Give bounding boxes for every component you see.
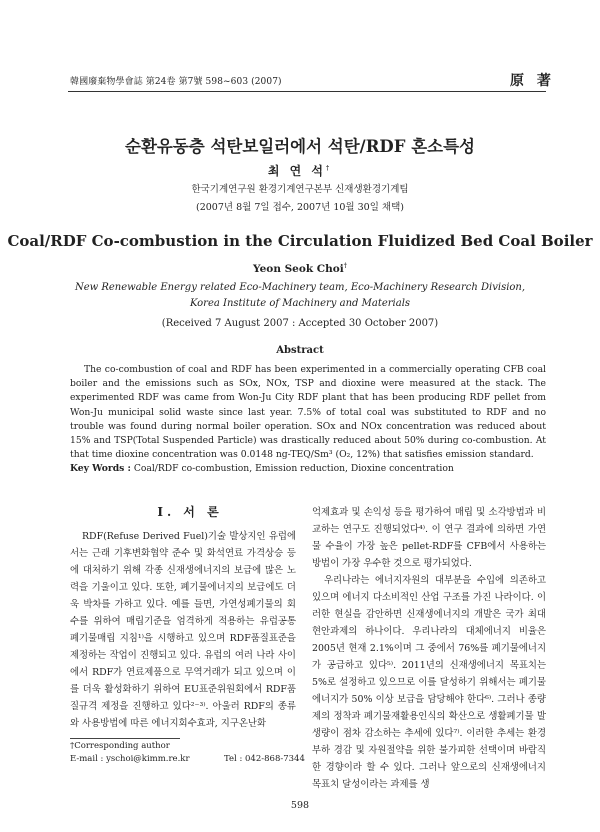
english-author-mark: † [343,262,347,270]
abstract-heading: Abstract [276,345,324,356]
header-divider [68,91,546,92]
journal-header: 韓國廢棄物學會誌 第24卷 第7號 598~603 (2007) [70,77,282,87]
footnote-corresponding: †Corresponding author [70,741,170,751]
body-right-column [312,504,546,793]
korean-author-name: 최 연 석 [267,164,326,178]
article-type-label: 原 著 [510,73,555,89]
footnote-telephone: Tel : 042-868-7344 [224,754,305,764]
body-paragraph: 우리나라는 에너지자원의 대부분을 수입에 의존하고 있으며 에너지 다소비적인 산업 구조를 가진 나라이다. 이러한 현실을 감안하면 신재생에너지의 개발은 국가 최대 현안과제의 하나이다. 우리나라의 대체에너지 비율은 2005년 현재 2.1%이며 그 중에서 76%를 폐기물에너지가 공급하고 있다⁵⁾. 2011년의 신재생에너지 목표치는 5%로 설정하고 있으므로 이를 달성하기 위해서는 폐기물에너지가 50% 이상 보급을 담당해야 한다⁶⁾. 그러나 종량제의 정착과 폐기물재활용인식의 확산으로 생활폐기물 발생량이 점차 감소하는 추세에 있다⁷⁾. 이러한 추세는 환경부하 경감 및 자원절약을 위한 불가피한 선택이며 바람직한 경향이라 할 수 있다. 그러나 앞으로의 신재생에너지 목표치 달성이라는 과제를 생 [312,575,546,790]
english-affiliation-line2: Korea Institute of Machinery and Materials [189,298,411,309]
english-dates: (Received 7 August 2007 : Accepted 30 October 2007) [161,318,439,329]
korean-author-mark: † [326,165,333,172]
body-paragraph: RDF(Refuse Derived Fuel)기술 발상지인 유럽에서는 근래 기후변화협약 준수 및 화석연료 가격상승 등에 대처하기 위해 각종 신재생에너지의 보급에 많은 노력을 기울이고 있다. 또한, 폐기물에너지의 보급에도 더욱 박차를 가하고 있다. 예를 들면, 가연성폐기물의 회수를 위하여 매립기준을 엄격하게 적용하는 유럽공통 폐기물매립 지침¹⁾을 시행하고 있으며 RDF품질표준을 제정하는 작업이 진행되고 있다. 유럽의 여러 나라 사이에서 RDF가 연료제품으로 무역거래가 되고 있으며 이를 더욱 활성화하기 위하여 EU표준위원회에서 RDF품질규격 제정을 진행하고 있다²⁻³⁾. 아울러 RDF의 종류와 사용방법에 따른 에너지회수효과, 지구온난화 [70,531,296,729]
english-author [0,263,600,275]
footnote-email: E-mail : yschoi@kimm.re.kr [70,754,190,764]
korean-dates: (2007년 8월 7일 접수, 2007년 10월 30일 채택) [196,202,404,213]
abstract-text: The co-combustion of coal and RDF has been experimented in a commercially operating CFB coal boiler and the emissions such as SOx, NOx, TSP and dioxine were measured at the stack. The experimented RDF was came from Won-Ju City RDF plant that has been producing RDF pellet from Won-Ju municipal solid waste since last year. 7.5% of total coal was substituted to RDF and no trouble was found during normal boiler operation. SOx and NOx concentration was reduced about 15% and TSP(Total Suspended Particle) was drastically reduced about 50% during co-combustion. At that time dioxine concentration was 0.0148 ng-TEQ/Sm³ (O₂, 12%) that satisfies emission standard. [70,364,546,461]
body-paragraph: 억제효과 및 손익성 등을 평가하여 매립 및 소각방법과 비교하는 연구도 진행되었다⁴⁾. 이 연구 결과에 의하면 가연물 수율이 가장 높은 pellet-RDF를 CFB에서 사용하는 방법이 가장 우수한 것으로 평가되었다. [312,507,546,569]
section-heading: I. 서 론 [157,505,223,519]
english-author-name: Yeon Seok Choi [253,263,344,275]
keywords [70,463,546,474]
korean-title: 순환유동층 석탄보일러에서 석탄/RDF 혼소특성 [125,137,475,156]
english-affiliation-line1: New Renewable Energy related Eco-Machinery team, Eco-Machinery Research Division, [74,282,526,293]
korean-affiliation: 한국기계연구원 환경기계연구본부 신재생환경기계팀 [191,184,409,195]
page-number: 598 [290,800,310,811]
footnote-divider [70,738,180,739]
english-title: Coal/RDF Co-combustion in the Circulation Fluidized Bed Coal Boiler [7,232,593,250]
korean-author [0,162,600,179]
body-left-column [70,528,296,732]
keywords-value: Coal/RDF co-combustion, Emission reduction, Dioxine concentration [133,463,454,474]
keywords-label: Key Words : [70,463,131,474]
